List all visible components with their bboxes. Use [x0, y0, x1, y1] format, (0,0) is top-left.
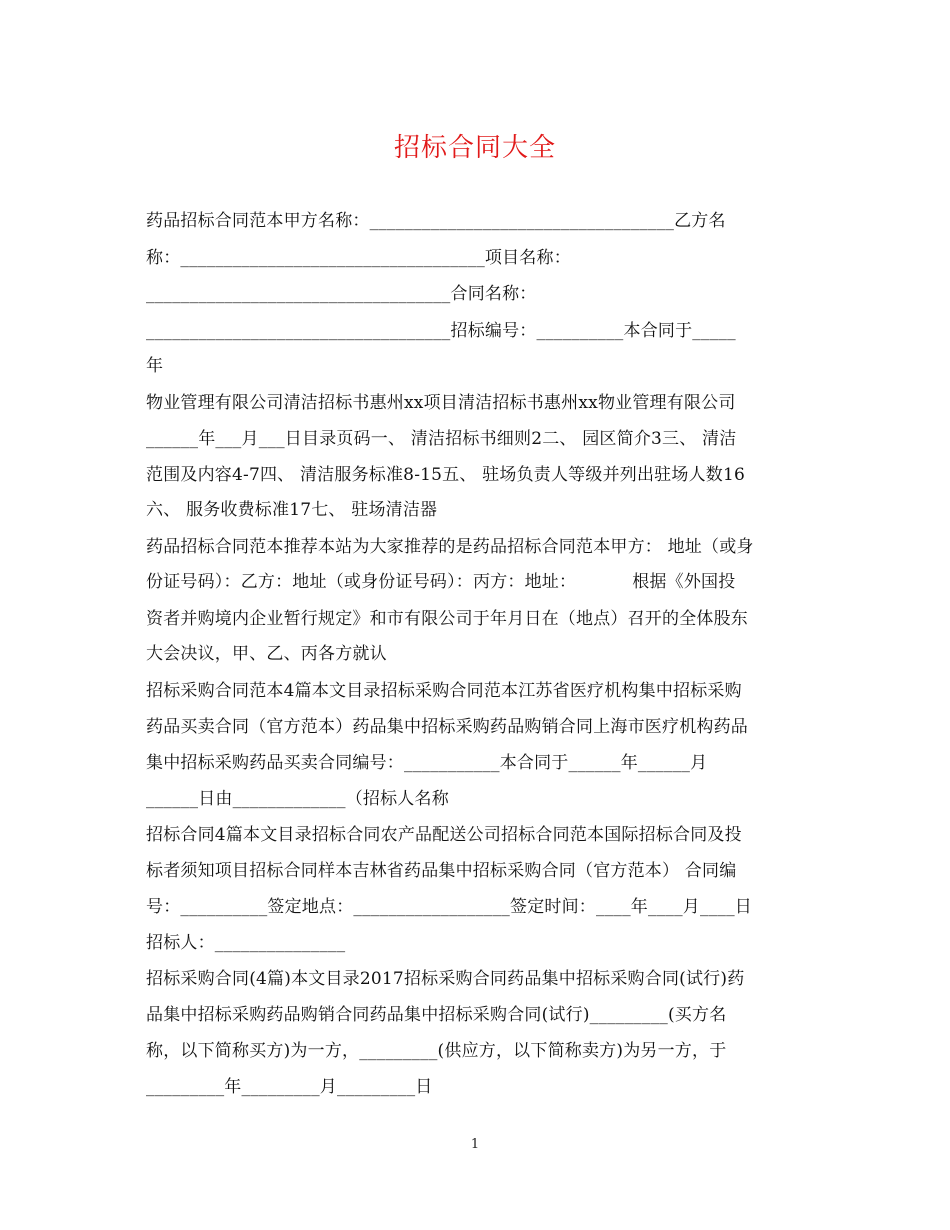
body-line: 标者须知项目招标合同样本吉林省药品集中招标采购合同（官方范本） 合同编	[146, 861, 737, 881]
body-line: 大会决议，甲、乙、丙各方就认	[146, 644, 387, 664]
body-line: 号：__________签定地点：__________________签定时间：____年____月____日	[146, 897, 752, 917]
body-line: 药品买卖合同（官方范本）药品集中招标采购药品购销合同上海市医疗机构药品	[146, 717, 748, 737]
body-line: 六、 服务收费标准17七、 驻场清洁器	[146, 500, 438, 520]
body-line: ______日由_____________（招标人名称	[146, 789, 449, 809]
body-line: 药品招标合同范本甲方名称：___________________________________乙方名	[146, 211, 726, 231]
body-line: _________年_________月_________日	[146, 1077, 433, 1097]
body-line: ______年___月___日目录页码一、 清洁招标书细则2二、 园区简介3三、 清洁	[146, 429, 737, 449]
body-line: 招标合同4篇本文目录招标合同农产品配送公司招标合同范本国际招标合同及投	[146, 825, 742, 845]
body-line: 物业管理有限公司清洁招标书惠州xx项目清洁招标书惠州xx物业管理有限公司	[146, 393, 736, 413]
body-line: 药品招标合同范本推荐本站为大家推荐的是药品招标合同范本甲方： 地址（或身	[146, 537, 754, 557]
body-line: 招标采购合同(4篇)本文目录2017招标采购合同药品集中招标采购合同(试行)药	[146, 969, 745, 989]
page-number: 1	[470, 1137, 480, 1152]
body-line: 年	[146, 356, 164, 376]
body-line: 范围及内容4-7四、 清洁服务标准8-15五、 驻场负责人等级并列出驻场人数16	[146, 465, 746, 485]
body-line: 资者并购境内企业暂行规定》和市有限公司于年月日在（地点）召开的全体股东	[146, 609, 748, 629]
body-line: 招标人：_______________	[146, 933, 346, 953]
body-line: 招标采购合同范本4篇本文目录招标采购合同范本江苏省医疗机构集中招标采购	[146, 681, 742, 701]
body-line: 称：___________________________________项目名称：	[146, 248, 571, 268]
body-line: 集中招标采购药品买卖合同编号：___________本合同于______年______月	[146, 753, 708, 773]
document-title: 招标合同大全	[393, 133, 556, 163]
body-line: 称，以下简称买方)为一方，_________(供应方，以下简称卖方)为另一方，于	[146, 1041, 727, 1061]
body-line: 份证号码）：乙方：地址（或身份证号码）：丙方：地址： 根据《外国投	[146, 572, 736, 592]
body-line: ___________________________________招标编号：__________本合同于_____	[146, 321, 736, 341]
body-line: ___________________________________合同名称：	[146, 284, 537, 304]
body-line: 品集中招标采购药品购销合同药品集中招标采购合同(试行)_________(买方名	[146, 1005, 727, 1025]
